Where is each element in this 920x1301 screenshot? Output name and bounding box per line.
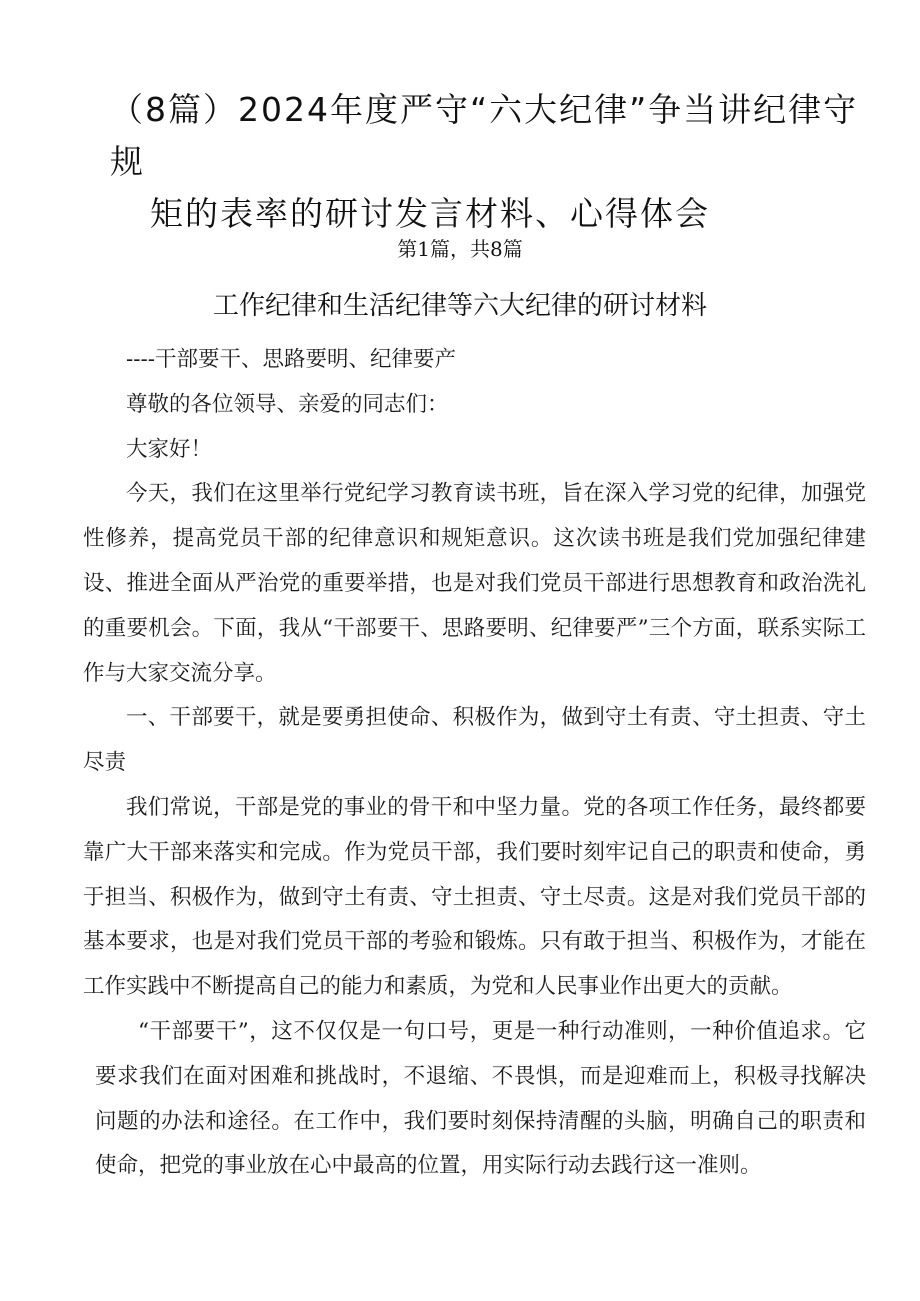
part-label: 第1篇，共8篇 <box>397 237 523 261</box>
salutation: 尊敬的各位领导、亲爱的同志们： <box>126 391 449 417</box>
paragraph-cadres: 我们常说，干部是党的事业的骨干和中坚力量。党的各项工作任务，最终都要靠广大干部来落实和完成。作为党员干部，我们要时刻牢记自己的职责和使命，勇于担当、积极作为，做到守土有责、守土担责、守土尽责。这是对我们党员干部的基本要求，也是对我们党员干部的考验和锻炼。只有敢于担当、积极作为，才能在工作实践中不断提高自己的能力和素质，为党和人民事业作出更大的贡献。 <box>83 794 866 1000</box>
subtitle-line: ----干部要干、思路要明、纪律要产 <box>126 347 457 372</box>
greeting: 大家好！ <box>126 436 213 462</box>
paragraph-slogan: “干部要干”，这不仅仅是一句口号，更是一种行动准则，一种价值追求。它要求我们在面对困难和挑战时，不退缩、不畏惧，而是迎难而上，积极寻找解决问题的办法和途径。在工作中，我们要时刻保持清醒的头脑，明确自己的职责和使命，把党的事业放在心中最高的位置，用实际行动去践行这一准则。 <box>95 1018 866 1179</box>
section-title: 工作纪律和生活纪律等六大纪律的研讨材料 <box>212 291 707 321</box>
document-title-line-2: 矩的表率的研讨发言材料、心得体会 <box>150 194 710 233</box>
paragraph-intro: 今天，我们在这里举行党纪学习教育读书班，旨在深入学习党的纪律，加强党性修养，提高党员干部的纪律意识和规矩意识。这次读书班是我们党加强纪律建设、推进全面从严治党的重要举措，也是对我们党员干部进行思想教育和政治洗礼的重要机会。下面，我从“干部要干、思路要明、纪律要严”三个方面，联系实际工作与大家交流分享。 <box>83 481 866 686</box>
document-title-line-1: （8篇）2024年度严守“六大纪律”争当讲纪律守规 <box>110 90 859 181</box>
heading-point-one: 一、干部要干，就是要勇担使命、积极作为，做到守土有责、守土担责、守土尽责 <box>83 705 866 776</box>
document-body <box>83 338 866 1189</box>
document-title <box>110 84 880 240</box>
